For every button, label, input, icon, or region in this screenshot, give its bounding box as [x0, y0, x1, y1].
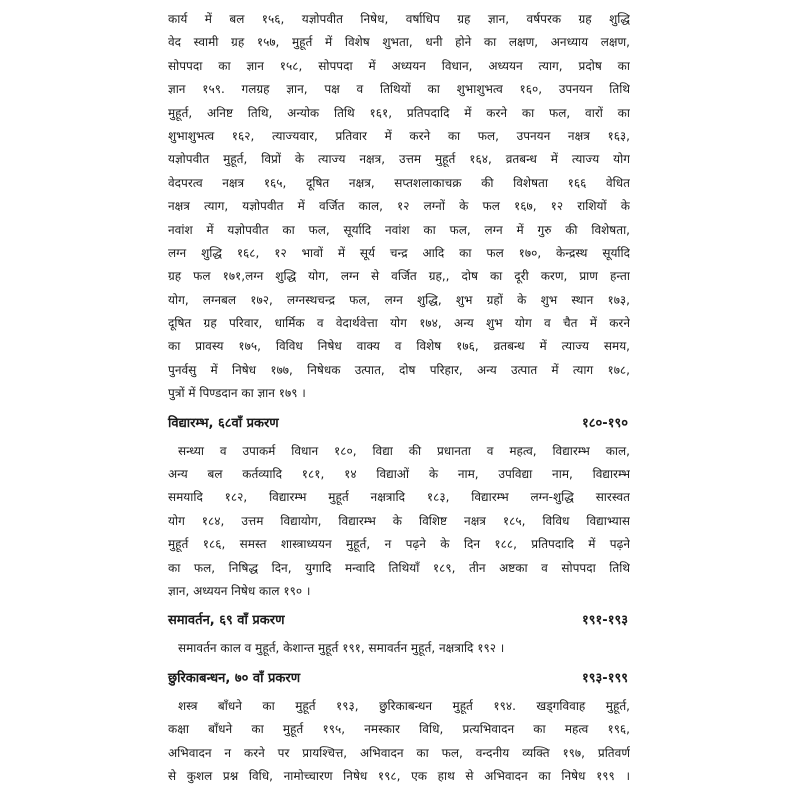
- text-line: ज्ञान, अध्ययन निषेध काल १९० ।: [168, 583, 311, 598]
- text-line: नवांश में यज्ञोपवीत का फल, सूर्यादि नवांश का फल, लग्न में गुरु की विशेषता,: [168, 222, 630, 237]
- text-line: समयादि १८२, विद्यारम्भ मुहूर्त नक्षत्रादि १८३, विद्यारम्भ लग्न-शुद्धि सारस्वत: [168, 490, 630, 505]
- text-line: कक्षा बाँधने का मुहूर्त १९५, नमस्कार विधि, प्रत्यभिवादन का महत्व १९६,: [168, 722, 630, 737]
- text-line: योग १८४, उत्तम विद्यायोग, विद्यारम्भ के विशिष्ट नक्षत्र १८५, विविध विद्याभ्यास: [168, 513, 630, 528]
- section-heading: [168, 609, 630, 633]
- text-line: लग्न शुद्धि १६८, १२ भावों में सूर्य चन्द्र आदि का फल १७०, केन्द्रस्थ सूर्यादि: [168, 245, 630, 260]
- text-line: शुभाशुभत्व १६२, त्याज्यवार, प्रतिवार में करने का फल, उपनयन नक्षत्र १६३,: [168, 128, 630, 143]
- text-line: समावर्तन काल व मुहूर्त, केशान्त मुहूर्त १९१, समावर्तन मुहूर्त, नक्षत्रादि १९२ ।: [178, 641, 505, 656]
- section-heading: [168, 412, 630, 436]
- document-page: [168, 8, 630, 788]
- text-line: योग, लग्नबल १७२, लग्नस्थचन्द्र फल, लग्न शुद्धि, शुभ ग्रहों के शुभ स्थान १७३,: [168, 292, 630, 307]
- text-line: मुहूर्त १८६, समस्त शास्त्राध्ययन मुहूर्त, न पढ़ने के दिन १८८, प्रतिपदादि में पढ़ने: [168, 537, 630, 552]
- text-line: सन्ध्या व उपाकर्म विधान १८०, विद्या की प्रधानता व महत्व, विद्यारम्भ काल,: [178, 443, 630, 458]
- section-paragraph: [168, 695, 630, 789]
- section-title: विद्यारम्भ, ६८वाँ प्रकरण: [168, 415, 279, 431]
- text-line: अन्य बल कर्तव्यादि १८१, १४ विद्याओं के नाम, उपविद्या नाम, विद्यारम्भ: [168, 467, 630, 482]
- text-line: नक्षत्र त्याग, यज्ञोपवीत में वर्जित काल, १२ लग्नों के फल १६७, १२ राशियों के: [168, 199, 630, 214]
- text-line: का फल, निषिद्ध दिन, युगादि मन्वादि तिथियाँ १८९, तीन अष्टका व सोपपदा तिथि: [168, 560, 630, 575]
- text-line: दूषित ग्रह परिवार, धार्मिक व वेदार्थवेत्ता योग १७४, अन्य शुभ योग व चैत में करने: [168, 316, 630, 331]
- text-line: शस्त्र बाँधने का मुहूर्त १९३, छुरिकाबन्धन मुहूर्त १९४. खड्गविवाह मुहूर्त,: [178, 698, 630, 713]
- section-page-range: १९१-१९३: [582, 613, 628, 629]
- section-title: छुरिकाबन्धन, ७० वाँ प्रकरण: [168, 670, 301, 686]
- section-heading: [168, 667, 630, 691]
- section-title: समावर्तन, ६९ वाँ प्रकरण: [168, 613, 285, 629]
- text-line: पुनर्वसु में निषेध १७७, निषेधक उत्पात, दोष परिहार, अन्य उत्पात में त्याग १७८,: [168, 362, 630, 377]
- text-line: ग्रह फल १७१,लग्न शुद्धि योग, लग्न से वर्जित ग्रह,, दोष का दूरी करण, प्राण हन्ता: [168, 269, 630, 284]
- text-line: का प्रावस्य १७५, विविध निषेध वाक्य व विशेष १७६, व्रतबन्ध में त्याज्य समय,: [168, 339, 630, 354]
- text-line: सोपपदा का ज्ञान १५८, सोपपदा में अध्ययन विधान, अध्ययन त्याग, प्रदोष का: [168, 58, 630, 73]
- text-line: से कुशल प्रश्न विधि, नामोच्चारण निषेध १९८, एक हाथ से अभिवादन का निषेध १९९ ।: [168, 768, 630, 783]
- section-paragraph: [168, 637, 630, 660]
- section-page-range: १८०-१९०: [582, 415, 628, 431]
- text-line: यज्ञोपवीत मुहूर्त, विप्रों के त्याज्य नक्षत्र, उत्तम मुहूर्त १६४, व्रतबन्ध में त्याज्य योग: [168, 152, 630, 167]
- text-line: अभिवादन न करने पर प्रायश्चित्त, अभिवादन का फल, वन्दनीय व्यक्ति १९७, प्रतिवर्ण: [168, 745, 630, 760]
- section-paragraph: [168, 440, 630, 604]
- text-line: कार्य में बल १५६, यज्ञोपवीत निषेध, वर्षाधिप ग्रह ज्ञान, वर्षपरक ग्रह शुद्धि: [168, 12, 630, 26]
- text-line: ज्ञान १५९. गलग्रह ज्ञान, पक्ष व तिथियों का शुभाशुभत्व १६०, उपनयन तिथि: [168, 82, 630, 97]
- text-line: वेदपरत्व नक्षत्र १६५, दूषित नक्षत्र, सप्तशलाकाचक्र की विशेषता १६६ वेधित: [168, 175, 630, 190]
- text-line: पुत्रों में पिण्डदान का ज्ञान १७९ ।: [168, 386, 306, 401]
- text-line: वेद स्वामी ग्रह १५७, मुहूर्त में विशेष शुभता, धनी होने का लक्षण, अनध्याय लक्षण,: [168, 35, 630, 50]
- text-line: मुहूर्त, अनिष्ट तिथि, अन्योक तिथि १६१, प्रतिपदादि में करने का फल, वारों का: [168, 105, 630, 120]
- section-page-range: १९३-१९९: [582, 670, 628, 686]
- continuation-paragraph: [168, 8, 630, 406]
